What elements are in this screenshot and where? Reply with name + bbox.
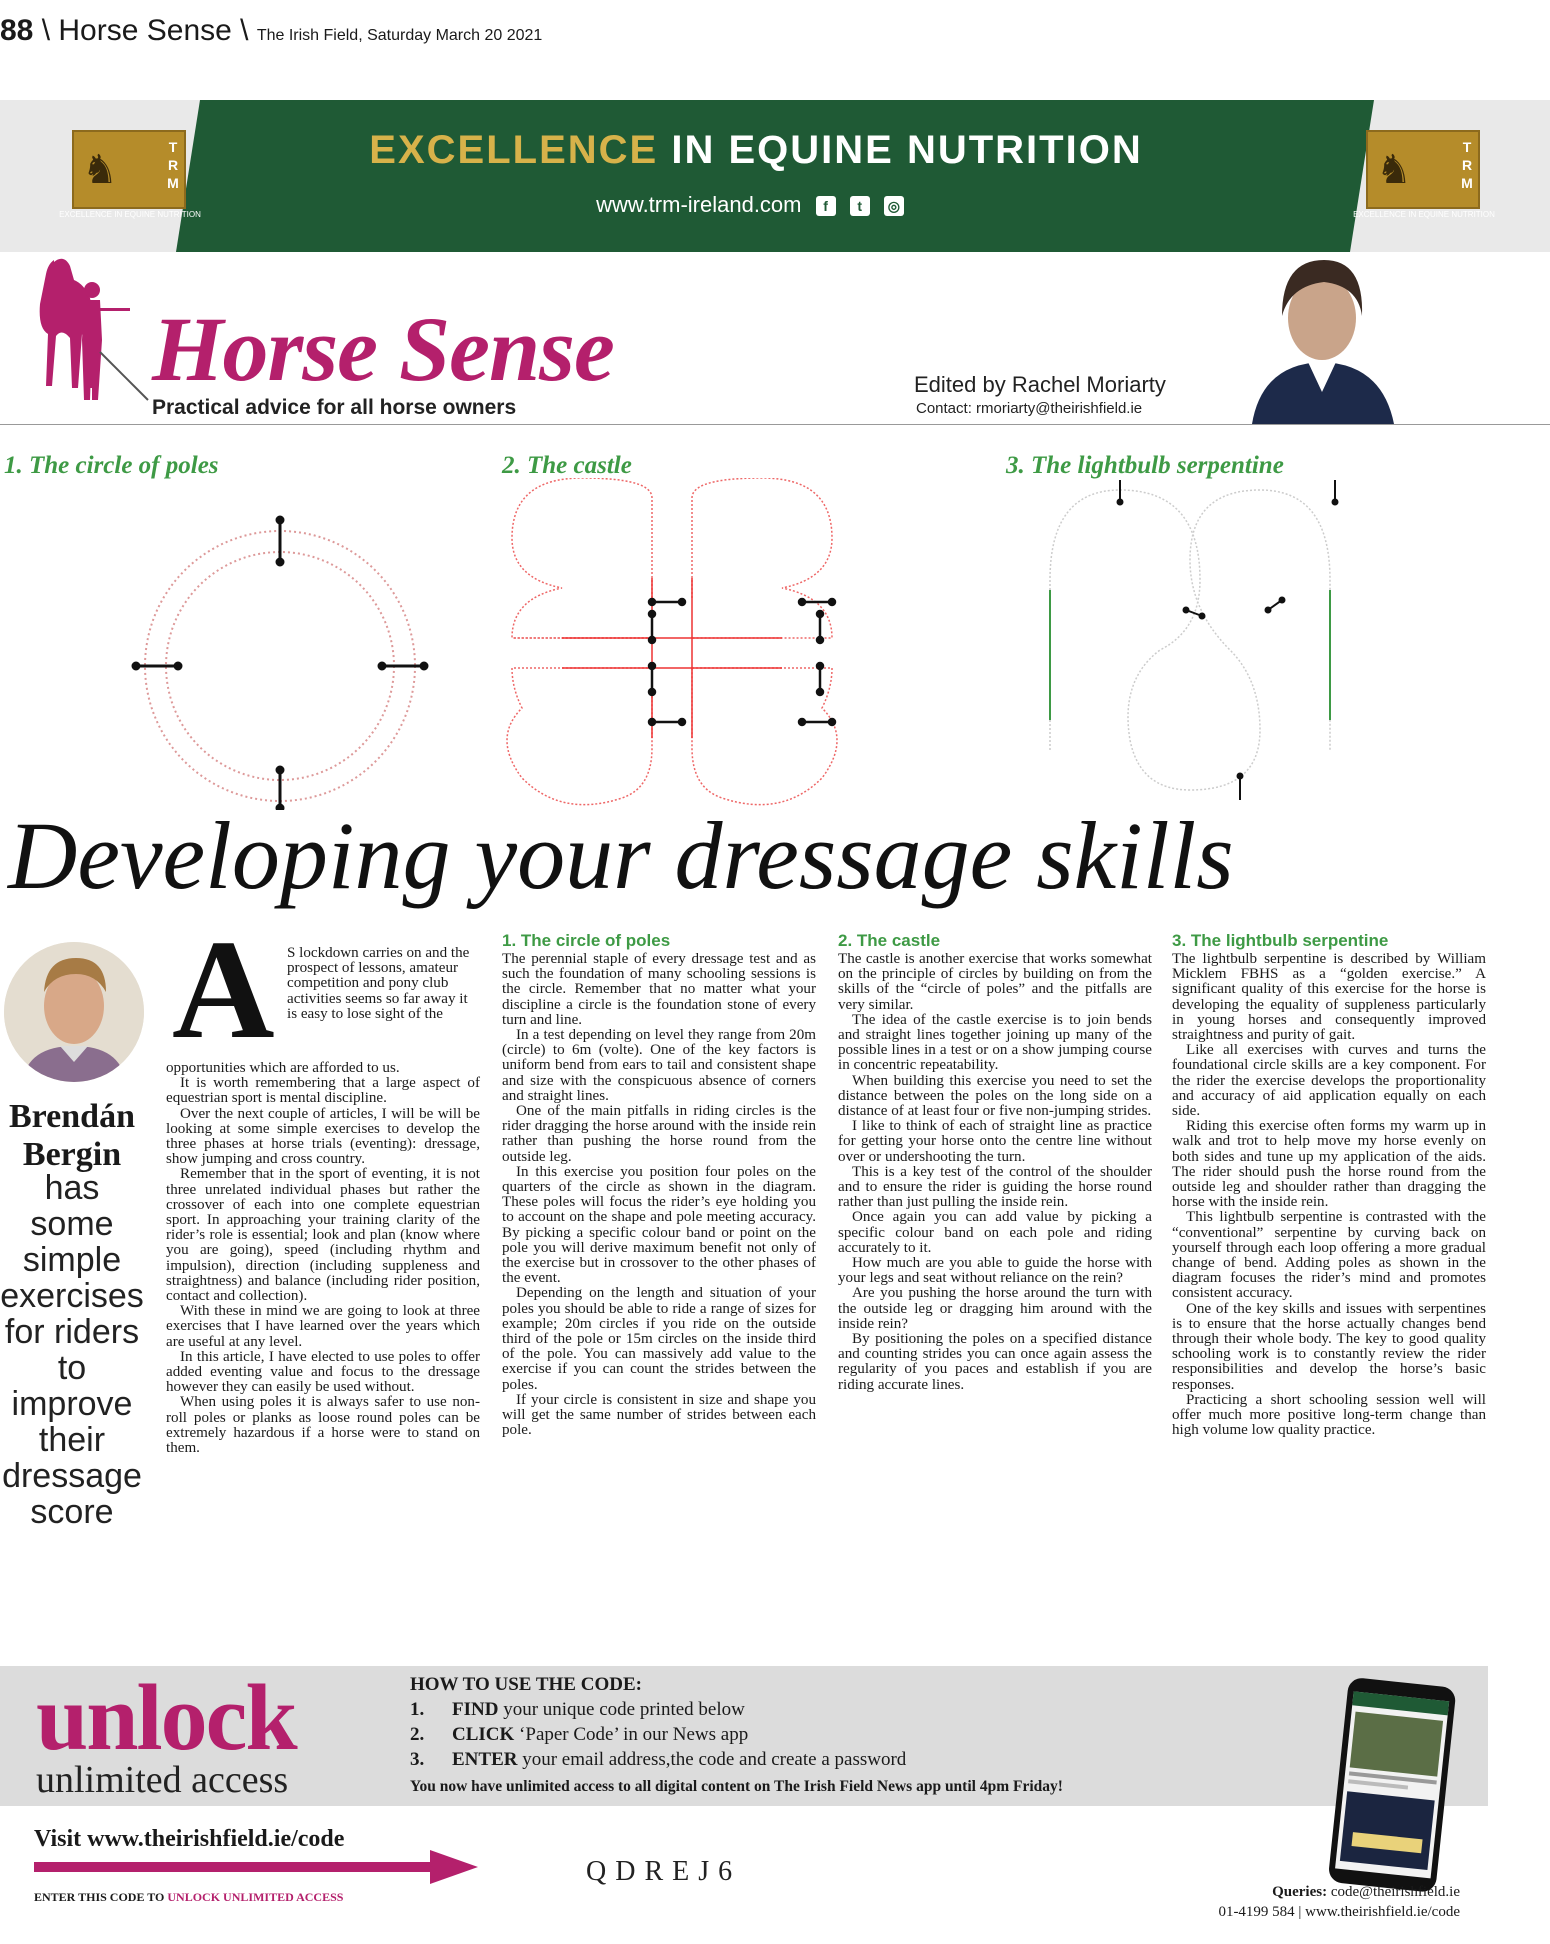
enter-code-caption: [34, 1890, 343, 1905]
masthead-rule: [0, 424, 1550, 425]
paragraph: How much are you able to guide the horse with your legs and seat without reliance on the rein?: [838, 1255, 1152, 1287]
step-verb: FIND: [452, 1699, 499, 1720]
paragraph: The idea of the castle exercise is to join bends and straight lines together joining up many of the possible lines in a test or on a show jumping course in concentric repeatability.: [838, 1011, 1152, 1074]
howto-title: HOW TO USE THE CODE:: [410, 1674, 642, 1695]
paragraph: In this exercise you position four poles on the quarters of the circle as shown in the diagram. These poles will focus the rider’s eye holding you to account on the shape and pole meeting accuracy. By picking a specific colour band or point on the pole you will derive maximum benefit not only of the exercise but in crossover to the other phases of the event.: [502, 1163, 816, 1287]
paragraph: It is worth remembering that a large aspect of equestrian sport is mental discipline.: [166, 1075, 480, 1107]
queries-contact: [1218, 1882, 1460, 1922]
article-intro: S lockdown carries on and the prospect of lessons, amateur competition and pony club activities seems so far away it is easy to lose sight of the: [287, 945, 470, 1022]
paragraph: I like to think of each of straight line as practice for getting your horse onto the centre line without over or undershooting the turn.: [838, 1118, 1152, 1165]
trm-banner-ad[interactable]: [0, 100, 1550, 252]
howto-step: [410, 1722, 906, 1747]
queries-label: Queries:: [1272, 1884, 1328, 1900]
paragraph: Like all exercises with curves and turns the foundational circle skills are a key component. For the rider the exercise develops the proportionality and accuracy of aid application equally on each side.: [1172, 1042, 1486, 1120]
step-number: 2.: [410, 1724, 425, 1745]
trm-logo-text: TRM: [167, 139, 179, 191]
author-photo: [4, 942, 144, 1082]
banner-title-gold: EXCELLENCE: [369, 128, 659, 172]
step-verb: ENTER: [452, 1749, 518, 1770]
paragraph: Over the next couple of articles, I will be will be looking at some simple exercises to develop the three phases at horse trials (eventing): dressage, show jumping and cross country.: [166, 1105, 480, 1168]
paragraph: When building this exercise you need to set the distance between the poles on the long side on a distance of at least four or five non-jumping strides.: [838, 1072, 1152, 1120]
banner-title-white: IN EQUINE NUTRITION: [671, 128, 1143, 172]
column-heading: 1. The circle of poles: [502, 931, 671, 950]
step-text: ‘Paper Code’ in our News app: [514, 1724, 749, 1745]
promo-note: You now have unlimited access to all digital content on The Irish Field News app until 4pm Friday!: [410, 1778, 1063, 1795]
instagram-icon[interactable]: ◎: [884, 196, 904, 216]
step-number: 1.: [410, 1699, 425, 1720]
enter-code-highlight: UNLOCK UNLIMITED ACCESS: [167, 1890, 344, 1904]
unlimited-access-label: unlimited access: [36, 1759, 289, 1801]
banner-url-row[interactable]: [520, 192, 980, 218]
paragraph: Remember that in the sport of eventing, it is not three unrelated individual phases but rather the crossover of each into one complete equestrian sport. In approaching your training clarity of the rider’s role is essential; look and plan (know where you are going), speed (including rhythm and impulsion), direction (including suppleness and straightness) and balance (including rider position, contact and collection).: [166, 1166, 480, 1305]
page-number: 88: [0, 14, 34, 47]
trm-logo-left: [72, 130, 186, 209]
step-number: 3.: [410, 1749, 425, 1770]
paragraph: With these in mind we are going to look at three exercises that I have learned over the years which are useful at any level.: [166, 1303, 480, 1350]
paragraph: One of the main pitfalls in riding circles is the rider dragging the horse around with the inside rein rather than pushing the horse round from the outside leg.: [502, 1103, 816, 1165]
section-tagline: Practical advice for all horse owners: [152, 396, 517, 419]
paragraph: By positioning the poles on a specified distance and counting strides you can once again assess the regularity of you paces and establish if you are riding accurate lines.: [838, 1331, 1152, 1393]
article-column-3: [838, 932, 1152, 1393]
banner-title: [346, 128, 1166, 173]
horse-and-rider-silhouette-icon: [14, 252, 154, 422]
visit-url-link[interactable]: Visit www.theirishfield.ie/code: [34, 1826, 345, 1852]
trm-logo-right: [1366, 130, 1480, 209]
paragraph: When using poles it is always safer to use non-roll poles or planks as loose round poles can be extremely hazardous if a horse were to stand on them.: [166, 1394, 480, 1457]
howto-step: [410, 1697, 906, 1722]
paragraph: Riding this exercise often forms my warm up in walk and trot to help move my horse evenly on both sides and tune up my application of the aids. The rider should push the horse round from the outside leg and shoulder rather than dragging the horse with the inside rein.: [1172, 1118, 1486, 1211]
column-heading: 3. The lightbulb serpentine: [1172, 931, 1389, 950]
facebook-icon[interactable]: f: [816, 196, 836, 216]
editor-contact[interactable]: Contact: rmoriarty@theirishfield.ie: [916, 400, 1143, 417]
phone-mockup: [1328, 1676, 1458, 1896]
trm-logo-text: TRM: [1461, 139, 1473, 191]
section-name: \ Horse Sense \: [41, 14, 249, 47]
paragraph: opportunities which are afforded to us.: [166, 1060, 400, 1076]
drop-cap: A: [172, 910, 275, 1068]
diagram-label-castle: 2. The castle: [502, 452, 632, 479]
author-name: Brendán Bergin: [9, 1098, 135, 1173]
article-headline: Developing your dressage skills: [8, 802, 1234, 909]
article-column-1: [166, 1061, 480, 1456]
queries-email[interactable]: code@theirishfield.ie: [1327, 1884, 1460, 1900]
paragraph: The lightbulb serpentine is described by William Micklem FBHS as a “golden exercise.” A significant quality of this exercise for the horse is developing the equality of suppleness particularly in young horses and consequently improved straightness and purity of gait.: [1172, 951, 1486, 1044]
unlock-code: QDREJ6: [586, 1856, 742, 1887]
lightbulb-serpentine-diagram: [1040, 480, 1420, 800]
page-header: [0, 14, 542, 48]
article-column-4: [1172, 932, 1486, 1439]
trm-logo-subtitle: EXCELLENCE IN EQUINE NUTRITION: [59, 210, 201, 219]
step-text: your email address,the code and create a password: [517, 1749, 907, 1770]
paragraph: Once again you can add value by picking a specific colour band on each pole and riding accurately to it.: [838, 1209, 1152, 1256]
how-to-use-code: [410, 1672, 906, 1772]
paragraph: The castle is another exercise that works somewhat on the principle of circles by building on from the skills of the “circle of poles” and the pitfalls are very similar.: [838, 951, 1152, 1013]
circle-of-poles-diagram: [130, 510, 430, 810]
paragraph: In this article, I have elected to use poles to offer added eventing value and focus to the dressage however they can easily be used without.: [166, 1348, 480, 1396]
paragraph: This is a key test of the control of the shoulder and to ensure the rider is guiding the horse round rather than just pulling the inside rein.: [838, 1163, 1152, 1211]
horse-logo-icon: ♞: [1376, 147, 1412, 192]
howto-step: [410, 1747, 906, 1772]
trm-logo-subtitle: EXCELLENCE IN EQUINE NUTRITION: [1353, 210, 1495, 219]
diagram-label-serpentine: 3. The lightbulb serpentine: [1006, 452, 1284, 479]
author-standfirst: has some simple exercises for riders to improve their dressage score: [0, 1169, 144, 1531]
castle-diagram: [502, 478, 842, 808]
twitter-icon[interactable]: t: [850, 196, 870, 216]
paragraph: Are you pushing the horse around the turn with the outside leg or dragging him around with the inside rein?: [838, 1285, 1152, 1332]
editor-photo: [1242, 256, 1550, 424]
arrow-right-icon: [34, 1850, 478, 1884]
banner-url[interactable]: www.trm-ireland.com: [596, 192, 802, 217]
queries-phone: 01-4199 584 | www.theirishfield.ie/code: [1218, 1904, 1460, 1920]
paragraph: If your circle is consistent in size and shape you will get the same number of strides between each pole.: [502, 1391, 816, 1439]
enter-code-text: ENTER THIS CODE TO: [34, 1890, 168, 1904]
paragraph: In a test depending on level they range from 20m (circle) to 6m (volte). One of the key factors is uniform bend from ears to tail and consistent shape and size with the conspicuous absence of corners and straight lines.: [502, 1027, 816, 1104]
diagram-label-circle: 1. The circle of poles: [4, 452, 219, 479]
paragraph: The perennial staple of every dressage test and as such the foundation of many schooling sessions is the circle. Remember that no matter what your discipline a circle is the foundation stone of every turn and line.: [502, 951, 816, 1028]
article-column-2: [502, 932, 816, 1439]
paragraph: This lightbulb serpentine is contrasted with the “conventional” serpentine by curving back on yourself through each loop offering a more gradual change of bend. Adding poles as shown in the diagram focuses the rider’s mind and promotes consistent accuracy.: [1172, 1209, 1486, 1302]
column-heading: 2. The castle: [838, 931, 941, 950]
publication-date: The Irish Field, Saturday March 20 2021: [256, 27, 543, 44]
paragraph: Practicing a short schooling session well will offer much more positive long-term change than high volume low quality practice.: [1172, 1391, 1486, 1439]
step-text: your unique code printed below: [498, 1699, 745, 1720]
editor-credit: Edited by Rachel Moriarty: [914, 372, 1166, 397]
unlock-wordmark: unlock: [36, 1666, 296, 1770]
paragraph: Depending on the length and situation of your poles you should be able to ride a range of sizes for example; 20m circles if you ride on the outside third of the pole or 15m circles on the inside third of the pole. You can massively add value to the exercise if you can count the strides between the poles.: [502, 1285, 816, 1393]
queries-line: [1218, 1882, 1460, 1902]
step-verb: CLICK: [452, 1724, 515, 1745]
paragraph: One of the key skills and issues with serpentines is to ensure that the horse actually changes bend through their whole body. The key to good quality schooling work is to constantly review the rider responsibilities and develop the horse’s basic responses.: [1172, 1300, 1486, 1393]
section-title: Horse Sense: [152, 298, 614, 400]
horse-logo-icon: ♞: [82, 147, 118, 192]
